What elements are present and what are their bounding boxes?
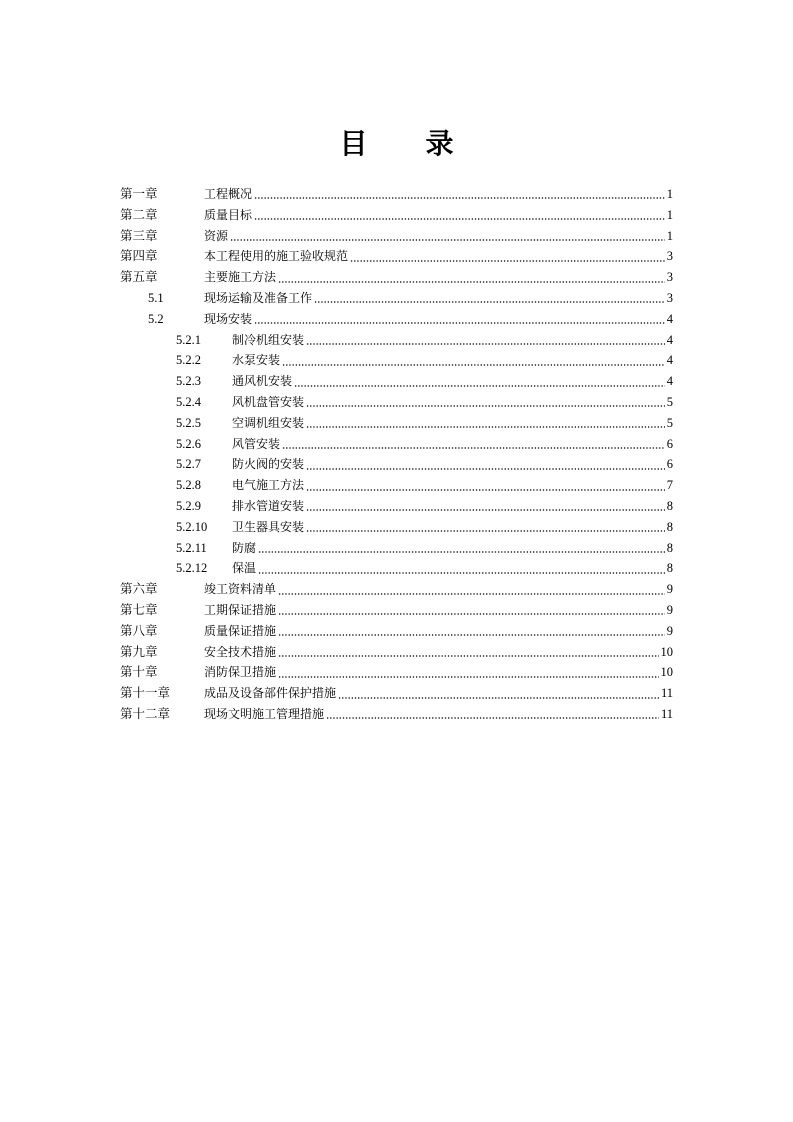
toc-entry-title: 竣工资料清单 — [204, 582, 277, 597]
toc-entry-page: 9 — [666, 582, 673, 597]
toc-entry-page: 3 — [666, 249, 673, 264]
toc-entry-number: 第十章 — [120, 665, 158, 680]
toc-entry-page: 9 — [666, 623, 673, 638]
toc-entry-title: 现场文明施工管理措施 — [204, 706, 325, 721]
toc-entry[interactable] — [120, 205, 673, 226]
dot-leader — [314, 301, 665, 303]
toc-entry[interactable] — [120, 683, 673, 704]
toc-entry-title: 水泵安装 — [232, 353, 281, 368]
dot-leader — [306, 405, 665, 407]
toc-entry-title: 保温 — [232, 561, 257, 576]
toc-entry-title: 质量保证措施 — [204, 623, 277, 638]
toc-entry[interactable] — [120, 226, 673, 247]
toc-entry-title: 消防保卫措施 — [204, 665, 277, 680]
toc-entry[interactable] — [120, 350, 673, 371]
toc-entry[interactable] — [120, 288, 673, 309]
dot-leader — [338, 697, 659, 699]
toc-entry-title: 工程概况 — [204, 187, 253, 201]
toc-entry[interactable] — [120, 413, 673, 434]
toc-entry-page: 8 — [666, 540, 673, 555]
toc-entry-title: 电气施工方法 — [232, 478, 305, 493]
page-title — [0, 122, 793, 162]
toc-entry-page: 8 — [666, 498, 673, 513]
dot-leader — [282, 447, 665, 449]
toc-entry-title: 质量目标 — [204, 207, 253, 222]
toc-entry-page: 8 — [666, 519, 673, 534]
dot-leader — [278, 613, 665, 615]
toc-entry[interactable] — [120, 517, 673, 538]
dot-leader — [254, 218, 665, 220]
dot-leader — [230, 239, 665, 241]
dot-leader — [278, 676, 658, 678]
toc-entry-page: 1 — [666, 207, 673, 222]
toc-entry[interactable] — [120, 538, 673, 559]
toc-entry-page: 8 — [666, 561, 673, 576]
toc-entry-page: 3 — [666, 270, 673, 285]
toc-entry-title: 防腐 — [232, 540, 257, 555]
dot-leader — [278, 655, 658, 657]
dot-leader — [278, 593, 665, 595]
title-char-right: 录 — [425, 127, 454, 160]
toc-entry-number: 5.2.7 — [176, 457, 201, 472]
toc-entry-number: 第十一章 — [120, 686, 171, 701]
toc-entry-title: 安全技术措施 — [204, 644, 277, 659]
dot-leader — [326, 717, 659, 719]
toc-entry[interactable] — [120, 246, 673, 267]
toc-entry-page: 1 — [666, 187, 673, 201]
toc-entry-title: 风管安装 — [232, 436, 281, 451]
toc-entry-title: 空调机组安装 — [232, 415, 305, 430]
toc-entry-page: 4 — [666, 311, 673, 326]
dot-leader — [254, 322, 665, 324]
toc-entry-title: 排水管道安装 — [232, 498, 305, 513]
toc-entry-title: 本工程使用的施工验收规范 — [204, 249, 349, 264]
toc-entry-page: 6 — [666, 457, 673, 472]
toc-entry-page: 4 — [666, 332, 673, 347]
toc-entry-title: 主要施工方法 — [204, 270, 277, 285]
toc-entry-number: 第六章 — [120, 582, 158, 597]
toc-entry-page: 4 — [666, 353, 673, 368]
toc-entry[interactable] — [120, 558, 673, 579]
toc-entry[interactable] — [120, 600, 673, 621]
toc-entry[interactable] — [120, 704, 673, 725]
title-char-left: 目 — [339, 127, 368, 160]
toc-entry[interactable] — [120, 642, 673, 663]
dot-leader — [306, 426, 665, 428]
toc-entry-page: 5 — [666, 415, 673, 430]
toc-entry-number: 5.2.9 — [176, 498, 201, 513]
toc-entry-title: 制冷机组安装 — [232, 332, 305, 347]
toc-entry-title: 现场安装 — [204, 311, 253, 326]
toc-entry-page: 9 — [666, 602, 673, 617]
toc-entry-number: 5.2.6 — [176, 436, 201, 451]
toc-entry-page: 11 — [660, 706, 673, 721]
toc-entry-number: 第四章 — [120, 249, 158, 264]
toc-entry-title: 工期保证措施 — [204, 602, 277, 617]
toc-entry-title: 成品及设备部件保护措施 — [204, 686, 337, 701]
toc-entry-title: 风机盘管安装 — [232, 394, 305, 409]
toc-entry-title: 资源 — [204, 228, 229, 243]
toc-entry-page: 3 — [666, 290, 673, 305]
toc-entry[interactable] — [120, 621, 673, 642]
toc-entry-number: 5.2 — [148, 311, 164, 326]
toc-entry[interactable] — [120, 371, 673, 392]
toc-entry[interactable] — [120, 475, 673, 496]
toc-entry[interactable] — [120, 496, 673, 517]
toc-entry-title: 现场运输及准备工作 — [204, 290, 313, 305]
toc-entry-title: 卫生器具安装 — [232, 519, 305, 534]
toc-entry-number: 5.2.12 — [176, 561, 208, 576]
toc-entry[interactable] — [120, 662, 673, 683]
toc-entry-number: 5.2.11 — [176, 540, 207, 555]
dot-leader — [306, 530, 665, 532]
toc-entry-number: 第五章 — [120, 270, 158, 285]
dot-leader — [306, 509, 665, 511]
toc-entry-number: 5.2.5 — [176, 415, 201, 430]
toc-entry[interactable] — [120, 579, 673, 600]
dot-leader — [258, 551, 665, 553]
toc-entry-number: 第八章 — [120, 623, 158, 638]
toc-entry-number: 5.2.2 — [176, 353, 201, 368]
toc-entry[interactable] — [120, 330, 673, 351]
toc-entry[interactable] — [120, 184, 673, 205]
dot-leader — [278, 634, 665, 636]
toc-entry-number: 5.2.8 — [176, 478, 201, 493]
dot-leader — [350, 260, 665, 262]
dot-leader — [294, 385, 665, 387]
dot-leader — [306, 343, 665, 345]
dot-leader — [282, 364, 665, 366]
toc-entry-number: 第十二章 — [120, 706, 171, 721]
toc-entry-number: 第九章 — [120, 644, 158, 659]
toc-entry-page: 5 — [666, 394, 673, 409]
toc-entry-page: 7 — [666, 478, 673, 493]
toc-entry-title: 防火阀的安装 — [232, 457, 305, 472]
toc-entry[interactable] — [120, 454, 673, 475]
toc-entry-page: 10 — [660, 644, 673, 659]
toc-entry-number: 5.2.3 — [176, 374, 201, 389]
toc-entry-title: 通风机安装 — [232, 374, 293, 389]
toc-entry-number: 5.1 — [148, 290, 164, 305]
toc-entry-page: 1 — [666, 228, 673, 243]
toc-entry[interactable] — [120, 267, 673, 288]
toc-entry-page: 10 — [660, 665, 673, 680]
toc-entry-page: 6 — [666, 436, 673, 451]
toc-entry-number: 第二章 — [120, 207, 158, 222]
dot-leader — [254, 197, 665, 199]
toc-entry[interactable] — [120, 392, 673, 413]
toc-entry-number: 5.2.10 — [176, 519, 208, 534]
toc-entry-number: 5.2.4 — [176, 394, 201, 409]
toc-entry-number: 第七章 — [120, 602, 158, 617]
dot-leader — [306, 468, 665, 470]
toc-entry[interactable] — [120, 434, 673, 455]
toc-entry-number: 第一章 — [120, 187, 158, 201]
table-of-contents — [120, 184, 673, 725]
dot-leader — [278, 281, 665, 283]
toc-entry-number: 5.2.1 — [176, 332, 201, 347]
dot-leader — [306, 489, 665, 491]
toc-entry[interactable] — [120, 309, 673, 330]
toc-entry-number: 第三章 — [120, 228, 158, 243]
dot-leader — [258, 572, 665, 574]
toc-entry-page: 11 — [660, 686, 673, 701]
toc-entry-page: 4 — [666, 374, 673, 389]
